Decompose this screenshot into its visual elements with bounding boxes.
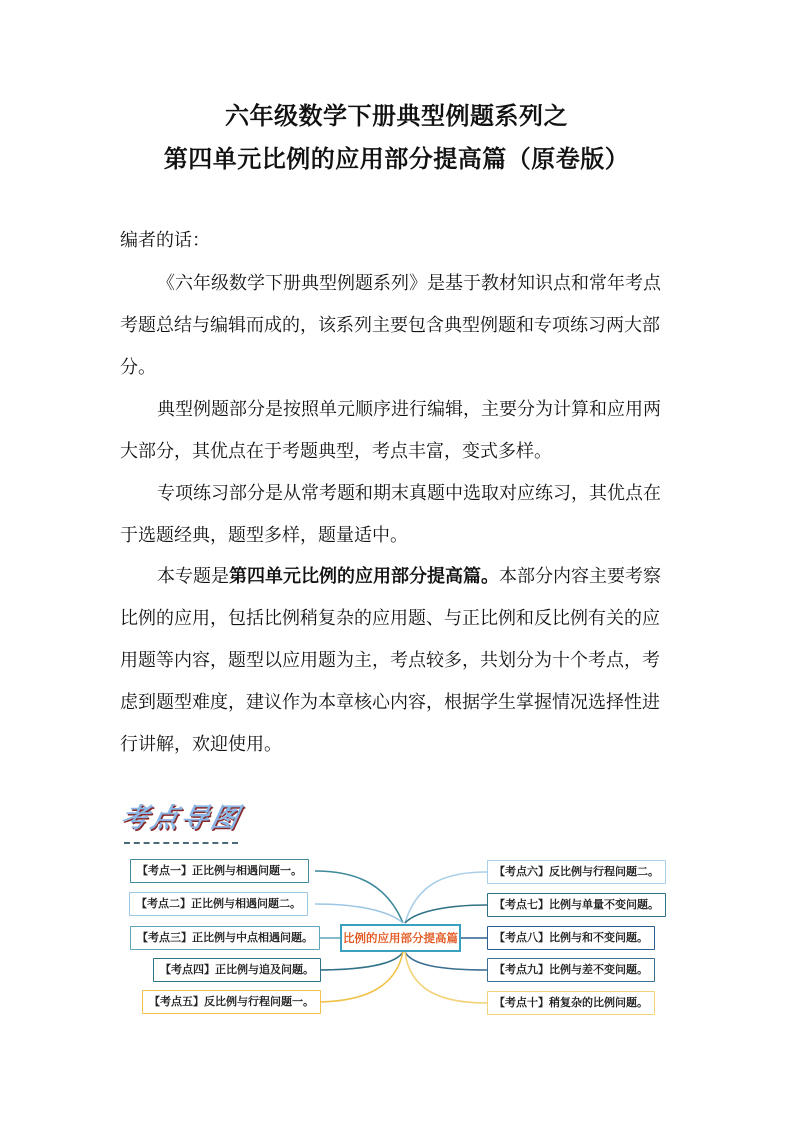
mindmap-node-2: 【考点二】正比例与相遇问题二。 [129,892,308,916]
paragraph-line: 行讲解，欢迎使用。 [120,734,282,755]
paragraph-line: 于选题经典，题型多样，题量适中。 [120,525,408,546]
connector-right-4 [405,952,487,970]
document-title-line2: 第四单元比例的应用部分提高篇（原卷版） [163,145,630,173]
paragraph-line: 比例的应用，包括比例稍复杂的应用题、与正比例和反比例有关的应 [120,608,660,629]
mindmap-node-4: 【考点四】正比例与追及问题。 [153,958,321,982]
topic-emphasis: 第四单元比例的应用部分提高篇。 [229,566,499,587]
paragraph-line: 大部分，其优点在于考题典型，考点丰富，变式多样。 [120,441,552,462]
paragraph-line: 考题总结与编辑而成的，该系列主要包含典型例题和专项练习两大部 [120,315,660,336]
paragraph-line: 《六年级数学下册典型例题系列》是基于教材知识点和常年考点 [157,273,661,294]
document-title-line1: 六年级数学下册典型例题系列之 [225,102,568,130]
paragraph-text: 本专题是 [157,566,229,587]
paragraph-line: 专项练习部分是从常考题和期末真题中选取对应练习，其优点在 [157,483,661,504]
paragraph-line: 典型例题部分是按照单元顺序进行编辑，主要分为计算和应用两 [157,399,661,420]
mindmap-heading: 考点导图 [117,803,245,834]
mindmap-node-10: 【考点十】稍复杂的比例问题。 [487,991,655,1015]
paragraph-line: 用题等内容，题型以应用题为主，考点较多，共划分为十个考点，考 [120,650,660,671]
mindmap-node-9: 【考点九】比例与差不变问题。 [487,958,655,982]
mindmap-node-6: 【考点六】反比例与行程问题二。 [487,860,666,884]
mindmap-node-8: 【考点八】比例与和不变问题。 [487,926,655,950]
connector-left-4 [315,952,403,970]
mindmap-node-5: 【考点五】反比例与行程问题一。 [142,990,321,1014]
connector-left-2 [315,904,403,923]
mindmap-node-1: 【考点一】正比例与相遇问题一。 [130,859,309,883]
mindmap-node-7: 【考点七】比例与单量不变问题。 [487,893,666,917]
connector-right-2 [405,905,487,923]
mindmap-node-3: 【考点三】正比例与中点相遇问题。 [130,926,320,950]
connector-left-5 [315,952,403,1002]
mindmap-center-node: 比例的应用部分提高篇 [340,924,461,952]
paragraph-line: 虑到题型难度，建议作为本章核心内容，根据学生掌握情况选择性进 [120,692,660,713]
editor-note-label: 编者的话： [120,230,210,251]
paragraph-text: 本部分内容主要考察 [499,566,661,587]
connector-right-5 [405,952,487,1003]
paragraph-line: 分。 [120,357,156,378]
